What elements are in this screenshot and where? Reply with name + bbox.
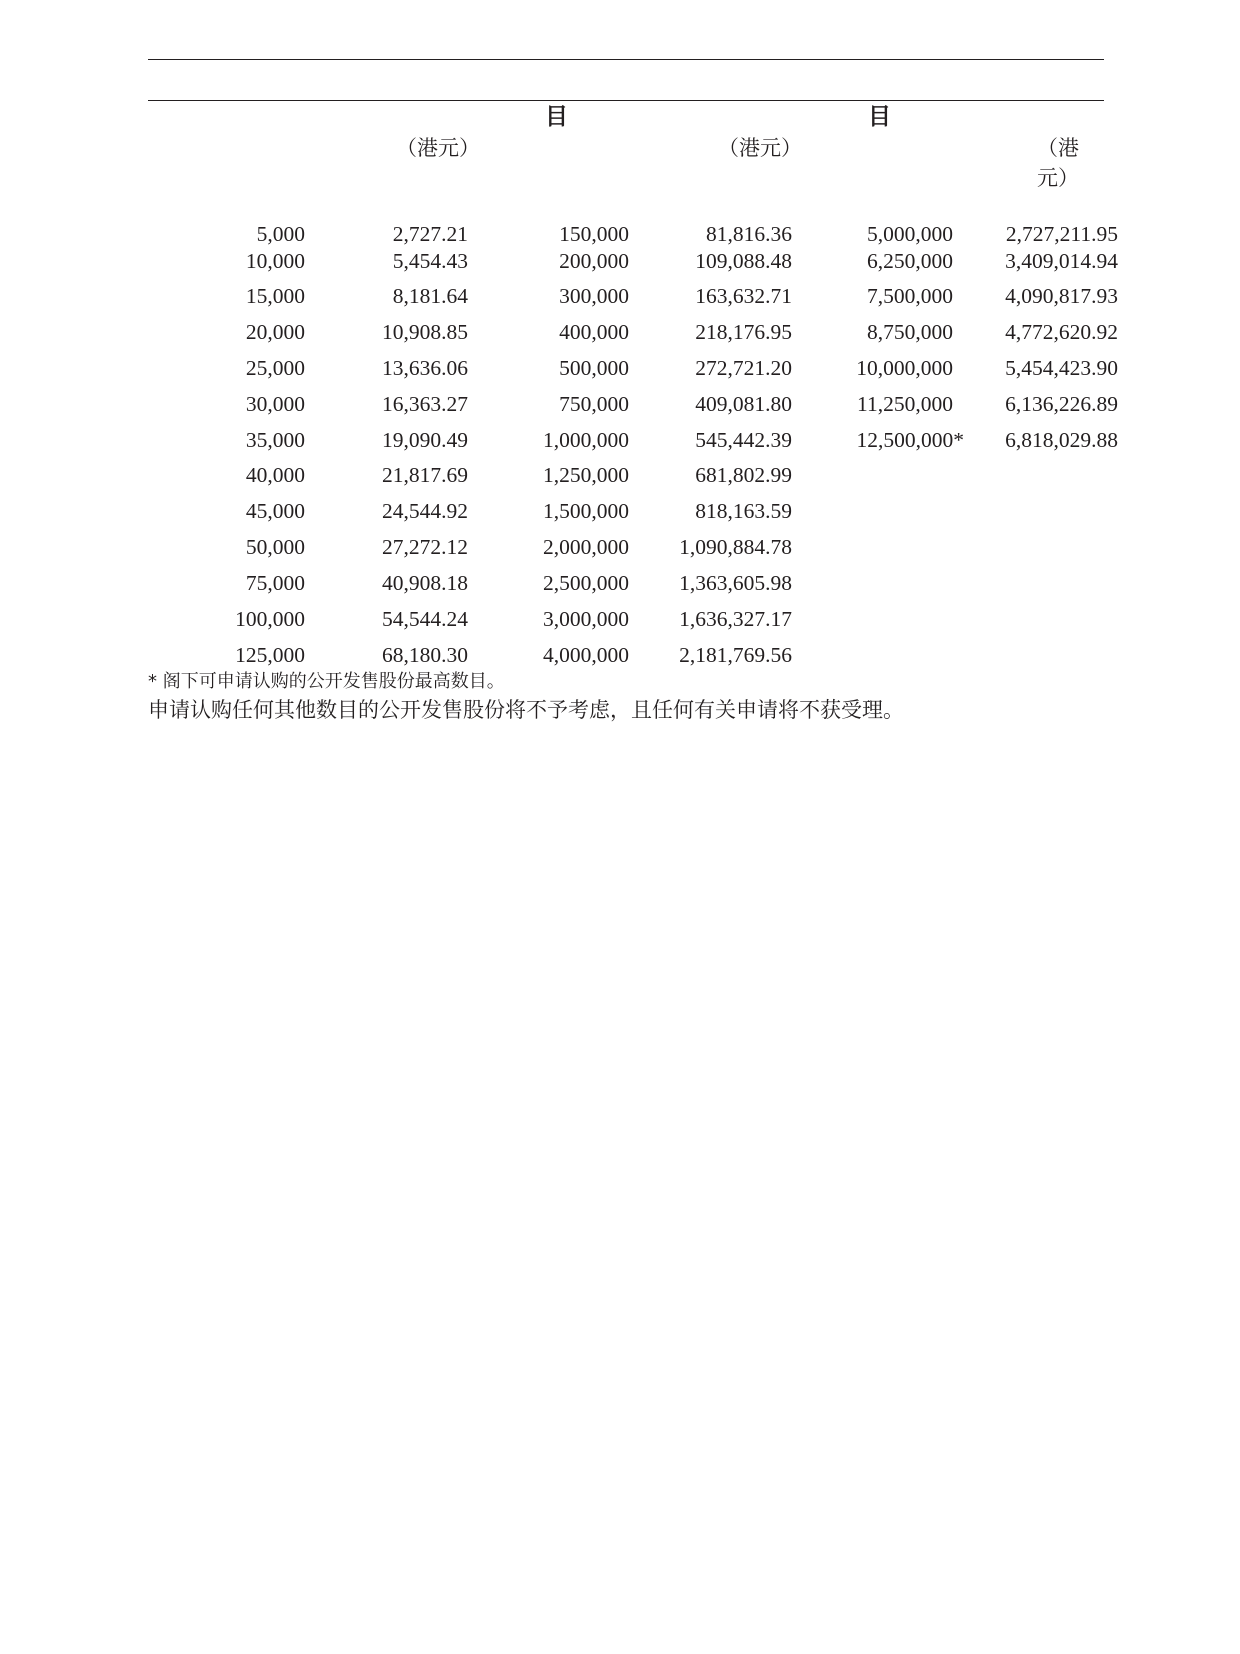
col6-header-unit: （港元） [1037,136,1079,190]
application-statement: 申请认购任何其他数目的公开发售股份将不予考虑，且任何有关申请将不获受理。 [148,698,904,722]
col2-header-unit: （港元） [396,136,480,160]
table-cell: 6,250,000 [867,249,953,273]
table-cell: 6,818,029.88 [1005,428,1118,452]
table-cell: 1,090,884.78 [679,535,792,559]
table-cell: 8,181.64 [392,284,468,308]
table-cell: 1,250,000 [543,463,629,487]
table-cell: 45,000 [245,499,305,523]
table-cell: 1,000,000 [543,428,629,452]
table-cell: 10,908.85 [382,320,468,344]
table-cell: 50,000 [245,535,305,559]
table-cell: 4,772,620.92 [1005,320,1118,344]
table-cell: 8,750,000 [867,320,953,344]
table-cell: 1,636,327.17 [679,607,792,631]
table-cell: 681,802.99 [695,463,792,487]
table-cell: 27,272.12 [382,535,468,559]
table-cell: 5,454,423.90 [1005,356,1118,380]
table-cell: 24,544.92 [382,499,468,523]
table-cell: 125,000 [235,643,305,667]
table-cell: 100,000 [235,607,305,631]
table-cell: 40,908.18 [382,571,468,595]
top-rule [148,59,1104,60]
table-cell: 4,000,000 [543,643,629,667]
table-cell: 200,000 [559,249,629,273]
table-cell: 300,000 [559,284,629,308]
table-cell: 30,000 [245,392,305,416]
table-cell: 4,090,817.93 [1005,284,1118,308]
table-cell: 2,000,000 [543,535,629,559]
table-cell: 19,090.49 [382,428,468,452]
table-cell: 40,000 [245,463,305,487]
table-cell: 15,000 [245,284,305,308]
table-cell: 11,250,000 [857,392,953,416]
table-cell: 5,000 [256,222,305,246]
table-cell: 1,500,000 [543,499,629,523]
table-cell: 3,409,014.94 [1005,249,1118,273]
table-cell: 25,000 [245,356,305,380]
table-cell: 272,721.20 [695,356,792,380]
table-cell: 109,088.48 [695,249,792,273]
table-cell: 5,000,000 [867,222,953,246]
table-cell: 400,000 [559,320,629,344]
table-cell: 3,000,000 [543,607,629,631]
table-cell: 12,500,000* [856,428,964,452]
header-rule [148,100,1104,101]
table-cell: 10,000 [245,249,305,273]
col3-header-suffix: 目 [545,104,568,130]
table-cell: 545,442.39 [695,428,792,452]
table-cell: 20,000 [245,320,305,344]
table-cell: 2,727,211.95 [1005,222,1118,246]
table-cell: 2,727.21 [392,222,468,246]
table-cell: 218,176.95 [695,320,792,344]
footnote: * 阁下可申请认购的公开发售股份最高数目。 [148,671,505,692]
table-cell: 163,632.71 [695,284,792,308]
table-cell: 75,000 [245,571,305,595]
col5-header-suffix: 目 [868,104,891,130]
table-cell: 7,500,000 [867,284,953,308]
table-cell: 500,000 [559,356,629,380]
table-cell: 13,636.06 [382,356,468,380]
table-cell: 150,000 [559,222,629,246]
table-cell: 81,816.36 [706,222,792,246]
table-cell: 6,136,226.89 [1005,392,1118,416]
table-cell: 21,817.69 [382,463,468,487]
col4-header-unit: （港元） [718,136,802,160]
table-cell: 2,500,000 [543,571,629,595]
table-cell: 2,181,769.56 [679,643,792,667]
table-cell: 16,363.27 [382,392,468,416]
table-cell: 54,544.24 [382,607,468,631]
table-cell: 5,454.43 [392,249,468,273]
table-cell: 409,081.80 [695,392,792,416]
table-cell: 35,000 [245,428,305,452]
table-cell: 10,000,000 [856,356,953,380]
table-cell: 818,163.59 [695,499,792,523]
table-cell: 68,180.30 [382,643,468,667]
table-cell: 1,363,605.98 [679,571,792,595]
table-cell: 750,000 [559,392,629,416]
